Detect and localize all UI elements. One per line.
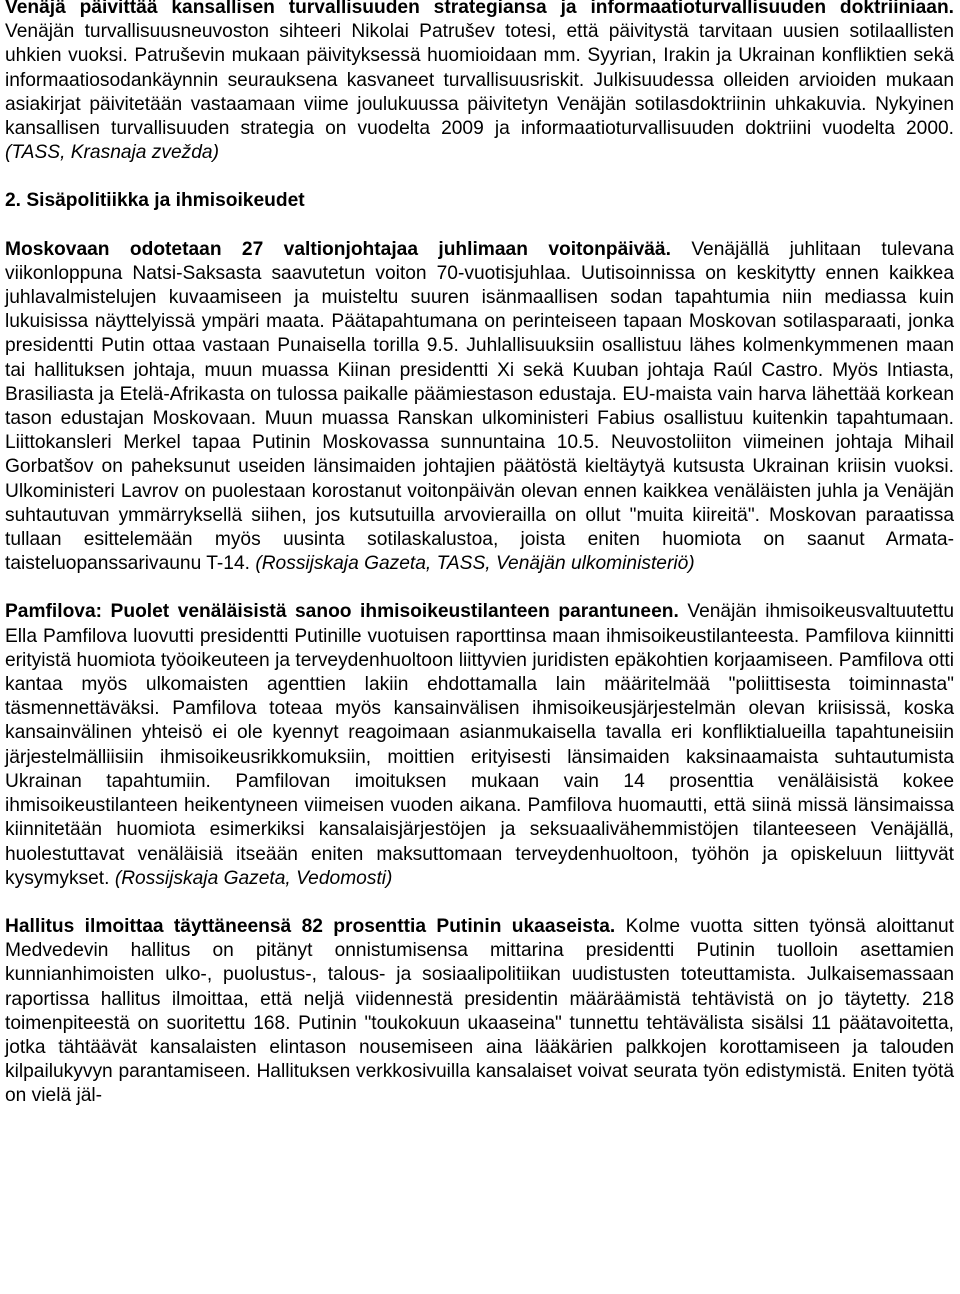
- article-victory-day: [5, 238, 954, 577]
- intro-source: (TASS, Krasnaja zvežda): [5, 142, 219, 164]
- article-body: Venäjällä juhlitaan tulevana viikonloppuna Natsi-Saksasta saavutetun voiton 70-vuotisjuhlaa. Uutisoinnissa on keskitytty ennen kaikkea juhlavalmistelujen kuvaamiseen ja muisteltu suuren isänmaallisen sodan tapahtumia niin mediassa kuin lukuisissa näyttelyissä ympäri maata. Päätapahtumana on perinteiseen tapaan Moskovan sotilasparaati, jonka presidentti Putin ottaa vastaan Punaisella torilla 9.5. Juhlallisuuksiin osallistuu lähes kolmenkymmenen maan tai hallituksen johtaja, muun muassa Kiinan presidentti Xi sekä Kuuban johtaja Raúl Castro. Myös Intiasta, Brasiliasta ja Etelä-Afrikasta on tulossa paikalle päämiestason edustaja. EU-maista vain harva lähettää korkean tason edustajan Moskovaan. Muun muassa Ranskan ulkoministeri Fabius osallistuu kuitenkin tapahtumaan. Liittokansleri Merkel tapaa Putinin Moskovassa sunnuntaina 10.5. Neuvostoliiton viimeinen johtaja Mihail Gorbatšov on paheksunut useiden länsimaiden johtajien päätöstä kieltäytyä kutsusta Ukrainan kriisin vuoksi. Ulkoministeri Lavrov on puolestaan korostanut voitonpäivän olevan ennen kaikkea venäläisten juhla ja Venäjän suhtautuvan ymmärryksellä siihen, jos kutsutuilla arvovierailla on ollut "muita kiireitä". Moskovan paraatissa tullaan esittelemään myös uusinta sotilaskalustoa, joista eniten huomiota on saanut Armata-taisteluopanssarivaunu T-14.: [5, 238, 954, 575]
- section-heading: 2. Sisäpolitiikka ja ihmisoikeudet: [5, 190, 305, 212]
- article-title: Moskovaan odotetaan 27 valtionjohtajaa juhlimaan voitonpäivää.: [5, 238, 671, 260]
- article-paragraph: [5, 915, 954, 1109]
- article-title: Pamfilova: Puolet venäläisistä sanoo ihmisoikeustilanteen parantuneen.: [5, 601, 679, 623]
- intro-paragraph: [5, 0, 954, 165]
- article-source: (Rossijskaja Gazeta, Vedomosti): [114, 867, 393, 889]
- article-body: Kolme vuotta sitten työnsä aloittanut Medvedevin hallitus on pitänyt onnistumisensa mittarina presidentti Putinin tuolloin asettamien kunnianhimoisten ulko-, puolustus-, talous- ja sosiaalipolitiikan uudistusten toteuttamista. Julkaisemassaan raportissa hallitus ilmoittaa, että neljä viidennestä presidentin määräämistä tehtävistä on jo täytetty. 218 toimenpiteestä on suoritettu 168. Putinin "toukokuun ukaaseina" tunnettu tehtävälista sisälsi 11 päätavoitetta, jotka tähtäävät kansalaisten elintason nousemiseen aina lääkärien palkkojen korottamiseen ja talouden kilpailukyvyn parantamiseen. Hallituksen verkkosivuilla kansalaiset voivat seurata työn edistymistä. Eniten työtä on vielä jäl-: [5, 915, 954, 1107]
- article-source: (Rossijskaja Gazeta, TASS, Venäjän ulkoministeriö): [255, 553, 695, 575]
- intro-body: Venäjän turvallisuusneuvoston sihteeri Nikolai Patrušev totesi, että päivitystä tarvitaan uusien sotilaallisten uhkien vuoksi. Patruševin mukaan päivityksessä huomioidaan mm. Syyrian, Irakin ja Ukrainan konfliktien sekä informaatiosodankäynnin seurauksena kasvaneet turvallisuusriskit. Julkisuudessa olleiden arvioiden mukaan asiakirjat päivitetään vastaamaan viime joulukuussa päivitetyn Venäjän sotilasdoktriinin uhkakuvia. Nykyinen kansallisen turvallisuuden strategia on vuodelta 2009 ja informaatioturvallisuuden doktriini vuodelta 2000.: [5, 21, 954, 140]
- article-body: Venäjän ihmisoikeusvaltuutettu Ella Pamfilova luovutti presidentti Putinille vuotuisen raporttinsa maan ihmisoikeustilanteesta. Pamfilova kiinnitti erityistä huomiota työoikeuteen ja terveydenhuoltoon liittyvien juridisten epäkohtien korjaamiseen. Pamfilova otti kantaa myös ulkomaisten agenttien lakiin ehdottamalla lain määritelmää "poliittisesta toiminnasta" täsmennettäväksi. Pamfilova toteaa myös kansainvälisen ihmisoikeusjärjestelmän olevan kriisissä, koska kansainvälinen yhteisö ei ole kyennyt reagoimaan asianmukaisella tavalla eri konfliktialueilla tapahtuneisiin järjestelmälliisiin ihmisoikeusrikkomuksiin, moittien erityisesti länsimaiden kaksinaamaista suhtautumista Ukrainan tapahtumiin. Pamfilovan imoituksen mukaan vain 14 prosenttia venäläisistä kokee ihmisoikeustilanteen heikentyneen viimeisen vuoden aikana. Pamfilova huomautti, että siinä missä länsimaissa kiinnitetään huomiota esimerkiksi kansalaisjärjestöjen ja seksuaalivähemmistöjen tilanteeseen Venäjällä, huolestuttavat venäläisiä itseään eniten maksuttomaan terveydenhuoltoon, työhön ja opiskeluun liittyvät kysymykset.: [5, 601, 954, 889]
- article-paragraph: [5, 600, 954, 890]
- intro-title: Venäjä päivittää kansallisen turvallisuuden strategiansa ja informaatioturvallisuuden doktriiniaan.: [5, 0, 954, 18]
- article-pamfilova: [5, 600, 954, 890]
- article-title: Hallitus ilmoittaa täyttäneensä 82 prosenttia Putinin ukaaseista.: [5, 915, 616, 937]
- intro-article: [5, 0, 954, 165]
- article-government-decrees: [5, 915, 954, 1109]
- article-paragraph: [5, 238, 954, 577]
